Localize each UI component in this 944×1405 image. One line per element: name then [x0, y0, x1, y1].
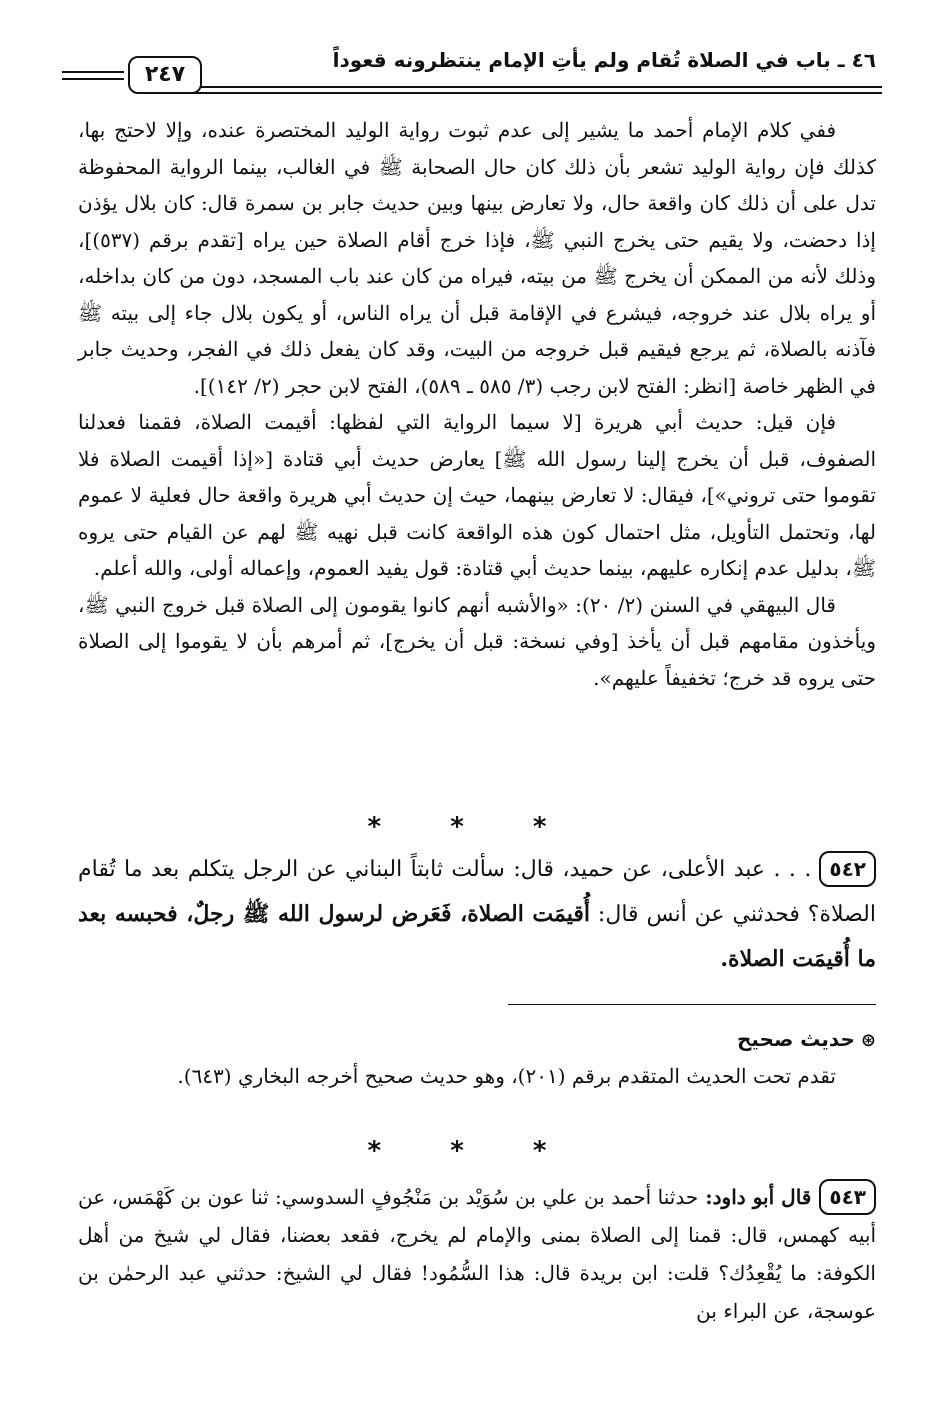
commentary-paragraph: فإن قيل: حديث أبي هريرة [لا سيما الرواية التي لفظها: أقيمت الصلاة، فقمنا فعدلنا الصفوف، قبل أن يخرج إلينا رسول الله ﷺ] يعارض حديث أبي قتادة [«إذا أقيمت الصلاة فلا تقوموا حتى تروني»]، فيقال: لا تعارض بينهما، حيث إن حديث أبي هريرة واقعة حال فعلية لا عموم لها، وتحتمل التأويل، مثل احتمال كون هذه الواقعة كانت قبل نهيه ﷺ لهم عن القيام حتى يروه ﷺ، بدليل عدم إنكاره عليهم، بينما حديث أبي قتادة: قول يفيد العموم، وإعماله أولى، والله أعلم.	[78, 410, 877, 580]
page-number-rule-2	[62, 78, 124, 80]
seal-icon: ⊛	[860, 1030, 876, 1051]
header-rule	[192, 86, 882, 88]
hadith-matn: أُقيمَت الصلاة، فَعَرض لرسول الله ﷺ رجلٌ، فحبسه بعد ما أُقيمَت الصلاة.	[78, 901, 876, 972]
grade-note: تقدم تحت الحديث المتقدم برقم (٢٠١)، وهو حديث صحيح أخرجه البخاري (٦٤٣).	[177, 1064, 836, 1088]
section-separator-2: * * *	[367, 1136, 577, 1166]
page-number: ٢٤٧	[128, 56, 202, 94]
grade-label: حديث صحيح	[736, 1027, 855, 1051]
hadith-number: ٥٤٣	[819, 1179, 876, 1215]
commentary-paragraph: ففي كلام الإمام أحمد ما يشير إلى عدم ثبوت رواية الوليد المختصرة عنده، وإلا لاحتج بها، كذلك فإن رواية الوليد تشعر بأن ذلك كان حال الصحابة ﷺ في الغالب، بينما الرواية المحفوظة تدل على أن ذلك كان واقعة حال، ولا تعارض بينها وبين حديث جابر بن سمرة قال: كان بلال يؤذن إذا دحضت، ولا يقيم حتى يخرج النبي ﷺ، فإذا خرج أقام الصلاة حين يراه [تقدم برقم (٥٣٧)]، وذلك لأنه من الممكن أن يخرج ﷺ من بيته، فيراه من كان عند باب المسجد، دون من كان بداخله، أو يراه بلال عند خروجه، فيشرع في الإقامة قبل أن يراه الناس، أو يكون بلال جاء إلى بيته ﷺ فآذنه بالصلاة، ثم يرجع فيقيم قبل خروجه من البيت، وقد كان يفعل ذلك في الفجر، وحديث جابر في الظهر خاصة [انظر: الفتح لابن رجب (٣/ ٥٨٥ ـ ٥٨٩)، الفتح لابن حجر (٢/ ١٤٢)].	[78, 118, 876, 398]
hadith-543	[78, 1178, 876, 1330]
hadith-text: . . . عبد الأعلى، عن حميد، قال: سألت ثابتاً البناني عن الرجل يتكلم بعد ما تُقام الصلاة؟ فحدثني عن أنس قال:	[78, 857, 876, 927]
hadith-narrator: قال أبو داود:	[698, 1185, 812, 1209]
commentary-block	[78, 112, 876, 696]
page-header	[62, 40, 882, 96]
chapter-title: ٤٦ ـ باب في الصلاة تُقام ولم يأتِ الإمام ينتظرونه قعوداً	[332, 48, 876, 72]
header-rule-2	[147, 92, 882, 94]
hadith-542	[78, 848, 876, 982]
footnote-divider	[508, 1004, 876, 1005]
commentary-paragraph: قال البيهقي في السنن (٢/ ٢٠): «والأشبه أنهم كانوا يقومون إلى الصلاة قبل خروج النبي ﷺ، ويأخذون مقامهم قبل أن يأخذ [وفي نسخة: قبل أن يخرج]، ثم أمرهم بأن لا يقوموا إلى الصلاة حتى يروه قد خرج؛ تخفيفاً عليهم».	[78, 592, 876, 690]
section-separator: * * *	[367, 812, 577, 842]
hadith-number: ٥٤٢	[819, 851, 876, 887]
page-number-rule	[62, 71, 124, 73]
hadith-text: حدثنا أحمد بن علي بن سُوَيْد بن مَنْجُوفٍ السدوسي: ثنا عون بن كَهْمَس، عن أبيه كهمس، قال: قمنا إلى الصلاة بمنى والإمام لم يخرج، فقعد بعضنا، فقال لي شيخ من أهل الكوفة: ما يُقْعِدُك؟ قلت: ابن بريدة قال: هذا السُّمُود! فقال لي الشيخ: حدثني عبد الرحمٰن بن عوسجة، عن البراء بن	[78, 1185, 876, 1323]
grade-block	[78, 1022, 876, 1095]
